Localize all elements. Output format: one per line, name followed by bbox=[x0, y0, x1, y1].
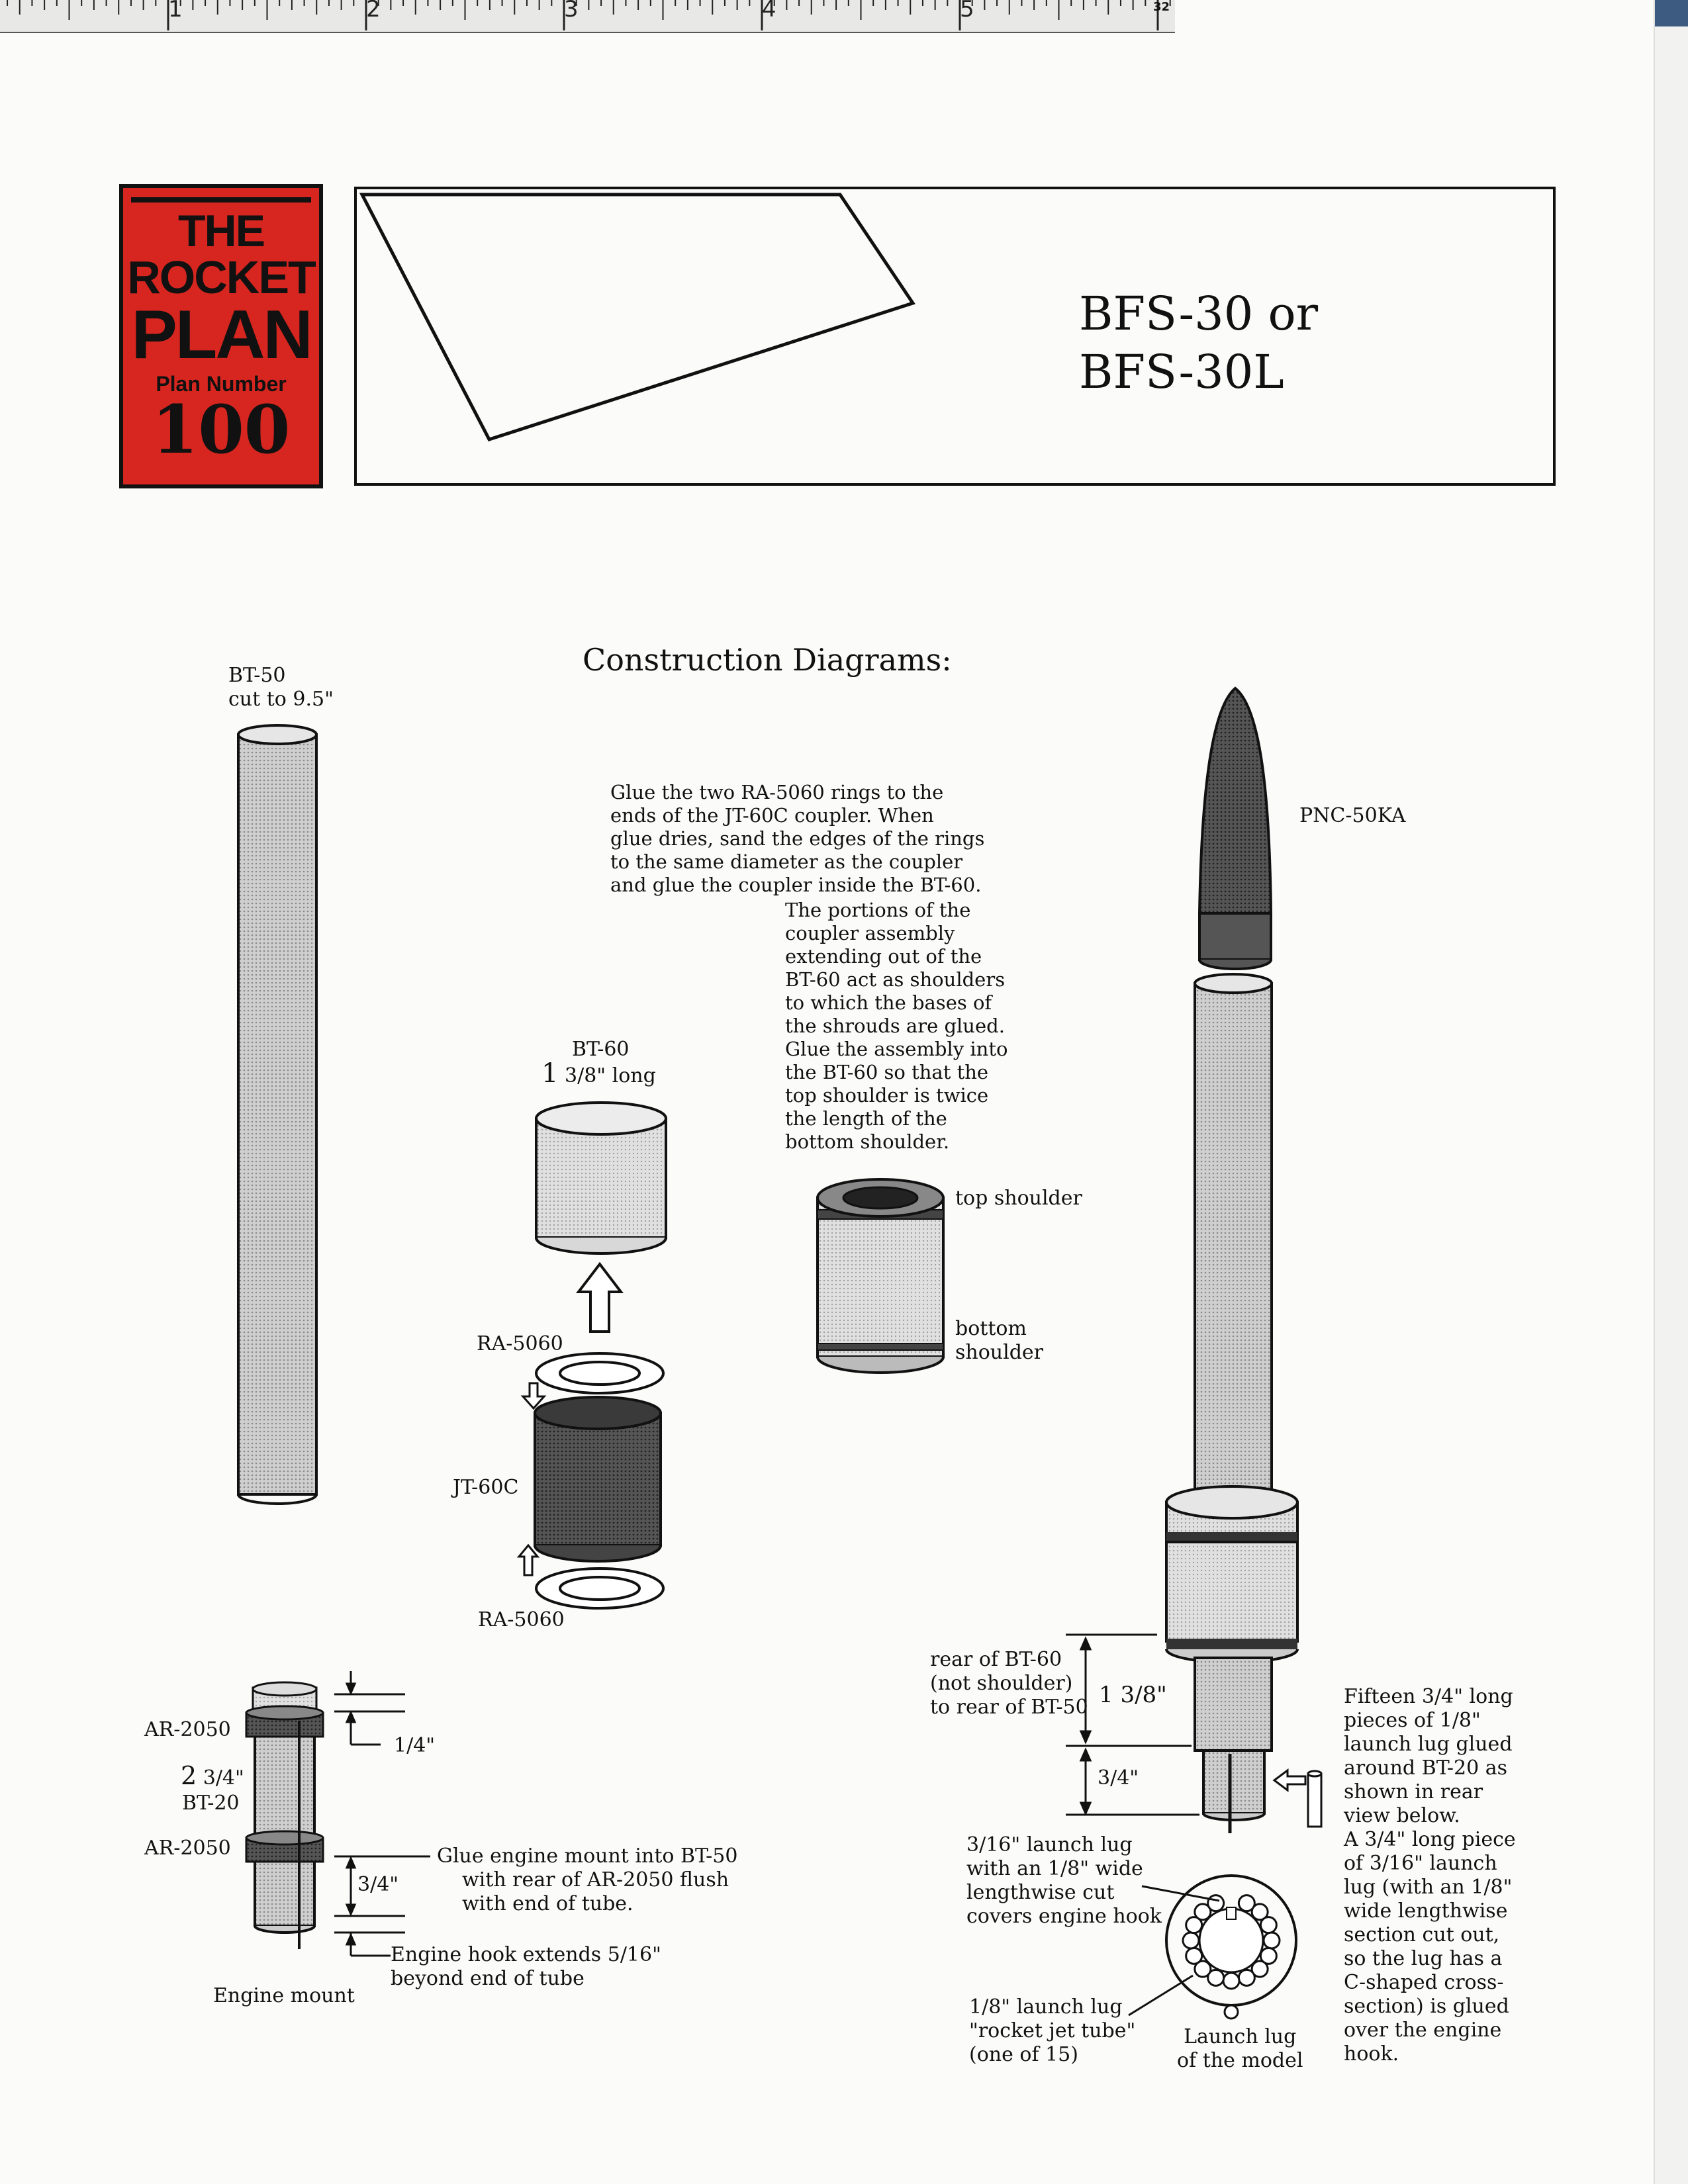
bt60-length-rest: 3/8" long bbox=[565, 1064, 656, 1087]
ruler-mark-4: 4 bbox=[762, 0, 776, 23]
fifteen-line: wide lengthwise bbox=[1344, 1899, 1508, 1923]
fifteen-line: of 3/16" launch bbox=[1344, 1852, 1497, 1875]
ruler-mark-1: 1 bbox=[168, 0, 183, 23]
shoulder-note-line: extending out of the bbox=[785, 945, 982, 968]
shoulder-note-line: to which the bases of bbox=[785, 991, 992, 1014]
rear-note-line: to rear of BT-50 bbox=[930, 1696, 1088, 1719]
engine-mount-glue-note bbox=[437, 1844, 737, 1916]
ruler-small-label: 32 bbox=[1152, 0, 1170, 14]
shoulder-note-line: the shrouds are glued. bbox=[785, 1015, 1005, 1037]
glue-note-line: ends of the JT-60C coupler. When bbox=[610, 804, 934, 827]
bt60-length bbox=[541, 1058, 656, 1089]
fifteen-line: view below. bbox=[1344, 1804, 1460, 1827]
shoulder-note-line: bottom shoulder. bbox=[785, 1130, 950, 1153]
model-lug-caption bbox=[1177, 2025, 1303, 2073]
glue-note bbox=[610, 781, 984, 897]
hook-note-line: beyond end of tube bbox=[391, 1967, 585, 1990]
bottom-shoulder-label bbox=[955, 1317, 1043, 1365]
small-lug-line: "rocket jet tube" bbox=[969, 2019, 1136, 2042]
small-launch-lug bbox=[1260, 1917, 1276, 1933]
top-shoulder-label: top shoulder bbox=[955, 1187, 1082, 1210]
big-lug-line: with an 1/8" wide bbox=[966, 1857, 1143, 1880]
rear-bt60-note bbox=[930, 1648, 1088, 1719]
rear-note-line: (not shoulder) bbox=[930, 1672, 1073, 1695]
ar2050-bottom-label: AR-2050 bbox=[144, 1837, 231, 1860]
rocket-shroud-section bbox=[1166, 1486, 1297, 1662]
model-name-line1: BFS-30 or bbox=[1079, 287, 1319, 341]
glue-note-line: Glue the two RA-5060 rings to the bbox=[610, 781, 944, 803]
small-lug-note bbox=[969, 1995, 1135, 2067]
dim-one-three-eighths: 1 3/8" bbox=[1099, 1682, 1167, 1708]
small-launch-lug bbox=[1186, 1948, 1202, 1964]
rear-view-lugs bbox=[1166, 1876, 1296, 2019]
three-quarter-inch-label: 3/4" bbox=[357, 1873, 399, 1896]
ra5060-bottom-label: RA-5060 bbox=[478, 1608, 565, 1631]
model-lug-line: Launch lug bbox=[1184, 2025, 1297, 2048]
fifteen-line: section cut out, bbox=[1344, 1923, 1500, 1946]
rocket-bt50-rear bbox=[1195, 1658, 1272, 1833]
ruler-mark-5: 5 bbox=[960, 0, 974, 23]
small-launch-lug bbox=[1183, 1933, 1199, 1948]
fifteen-line: C-shaped cross- bbox=[1344, 1971, 1504, 1994]
shoulder-note-line: The portions of the bbox=[785, 899, 971, 921]
bt60-name: BT-60 bbox=[572, 1038, 630, 1061]
nose-cone-label: PNC-50KA bbox=[1299, 804, 1406, 827]
nose-cone bbox=[1199, 688, 1271, 969]
small-launch-lug bbox=[1239, 1970, 1254, 1985]
bt60-tube bbox=[536, 1103, 666, 1253]
bt20-label: BT-20 bbox=[182, 1792, 240, 1815]
glue-note-line: Glue engine mount into BT-50 bbox=[437, 1844, 738, 1868]
left-arrow bbox=[1274, 1770, 1305, 1790]
fifteen-line: hook. bbox=[1344, 2042, 1399, 2066]
engine-mount-length-whole: 2 bbox=[181, 1761, 197, 1790]
engine-mount-dimensions bbox=[334, 1671, 430, 1956]
small-lug-line: (one of 15) bbox=[969, 2043, 1078, 2066]
engine-mount-caption: Engine mount bbox=[213, 1984, 355, 2007]
small-launch-lug bbox=[1208, 1895, 1224, 1911]
hook-note-line: Engine hook extends 5/16" bbox=[391, 1943, 661, 1966]
glue-note-line: to the same diameter as the coupler bbox=[610, 850, 963, 873]
logo-rocket: ROCKET bbox=[127, 251, 315, 303]
engine-mount bbox=[246, 1682, 323, 1949]
fifteen-line: shown in rear bbox=[1344, 1780, 1483, 1803]
bt50-label bbox=[228, 664, 334, 711]
bt60-length-whole: 1 bbox=[541, 1058, 559, 1089]
ruler-mark-2: 2 bbox=[366, 0, 381, 23]
bottom-shoulder-line1: bottom bbox=[955, 1317, 1027, 1340]
logo-the: THE bbox=[178, 206, 264, 256]
dim-three-quarter: 3/4" bbox=[1098, 1766, 1139, 1790]
ra5060-top-label: RA-5060 bbox=[477, 1332, 563, 1355]
up-arrow-large bbox=[579, 1264, 621, 1332]
logo-plan: PLAN bbox=[131, 296, 311, 373]
glue-note-line: and glue the coupler inside the BT-60. bbox=[610, 874, 982, 896]
small-launch-lug bbox=[1223, 1973, 1239, 1989]
fifteen-line: lug (with an 1/8" bbox=[1344, 1876, 1513, 1899]
up-arrow-small bbox=[519, 1545, 538, 1575]
logo-plan-number: Plan Number bbox=[156, 372, 287, 396]
engine-hook-note bbox=[391, 1943, 661, 1991]
shoulder-note bbox=[785, 899, 1008, 1154]
down-arrow-small bbox=[523, 1383, 544, 1408]
fifteen-line: launch lug glued bbox=[1344, 1733, 1513, 1756]
coupler-assembly bbox=[818, 1179, 943, 1373]
small-launch-lug bbox=[1264, 1933, 1280, 1948]
ra5060-top-ring bbox=[536, 1353, 663, 1393]
big-lug-note bbox=[966, 1833, 1162, 1929]
model-name-line2: BFS-30L bbox=[1079, 345, 1284, 399]
fifteen-line: over the engine bbox=[1344, 2019, 1502, 2042]
big-lug-line: covers engine hook bbox=[966, 1905, 1162, 1928]
fifteen-line: pieces of 1/8" bbox=[1344, 1709, 1481, 1732]
shoulder-note-line: BT-60 act as shoulders bbox=[785, 968, 1006, 991]
quarter-inch-label: 1/4" bbox=[394, 1734, 436, 1757]
small-lug-line: 1/8" launch lug bbox=[969, 1995, 1123, 2019]
model-lug-line: of the model bbox=[1177, 2049, 1303, 2072]
rocket-body-tube bbox=[1195, 974, 1272, 1526]
fifteen-line: Fifteen 3/4" long bbox=[1344, 1685, 1513, 1708]
fifteen-lugs-note bbox=[1344, 1685, 1516, 2066]
jt60c-coupler bbox=[535, 1397, 661, 1561]
engine-mount-length-rest: 3/4" bbox=[203, 1766, 244, 1790]
engine-mount-length bbox=[181, 1761, 244, 1790]
shoulder-note-line: the BT-60 so that the bbox=[785, 1061, 989, 1083]
big-lug-line: lengthwise cut bbox=[966, 1881, 1115, 1904]
bt50-tube bbox=[238, 725, 316, 1504]
glue-note-line: with end of tube. bbox=[462, 1892, 633, 1915]
page-heading: Construction Diagrams: bbox=[583, 642, 952, 678]
glue-note-line: with rear of AR-2050 flush bbox=[462, 1868, 729, 1891]
shoulder-note-line: the length of the bbox=[785, 1107, 947, 1130]
ra5060-bottom-ring bbox=[536, 1569, 663, 1608]
shoulder-note-line: Glue the assembly into bbox=[785, 1038, 1008, 1060]
ruler-mark-3: 3 bbox=[564, 0, 579, 23]
jt60c-label: JT-60C bbox=[453, 1476, 519, 1499]
big-lug-line: 3/16" launch lug bbox=[966, 1833, 1133, 1856]
bt50-name: BT-50 bbox=[228, 664, 286, 687]
fifteen-line: A 3/4" long piece bbox=[1344, 1828, 1516, 1851]
ar2050-top-label: AR-2050 bbox=[144, 1718, 231, 1741]
bt50-cut: cut to 9.5" bbox=[228, 688, 334, 711]
bottom-shoulder-line2: shoulder bbox=[955, 1341, 1043, 1364]
shoulder-note-line: coupler assembly bbox=[785, 922, 955, 944]
fifteen-line: so the lug has a bbox=[1344, 1947, 1503, 1970]
fifteen-line: around BT-20 as bbox=[1344, 1756, 1507, 1780]
logo-number: 100 bbox=[152, 390, 291, 469]
glue-note-line: glue dries, sand the edges of the rings bbox=[610, 827, 985, 850]
shoulder-note-line: top shoulder is twice bbox=[785, 1084, 989, 1107]
launch-lug-piece bbox=[1308, 1771, 1321, 1827]
fifteen-line: section) is glued bbox=[1344, 1995, 1509, 2018]
rear-note-line: rear of BT-60 bbox=[930, 1648, 1062, 1671]
